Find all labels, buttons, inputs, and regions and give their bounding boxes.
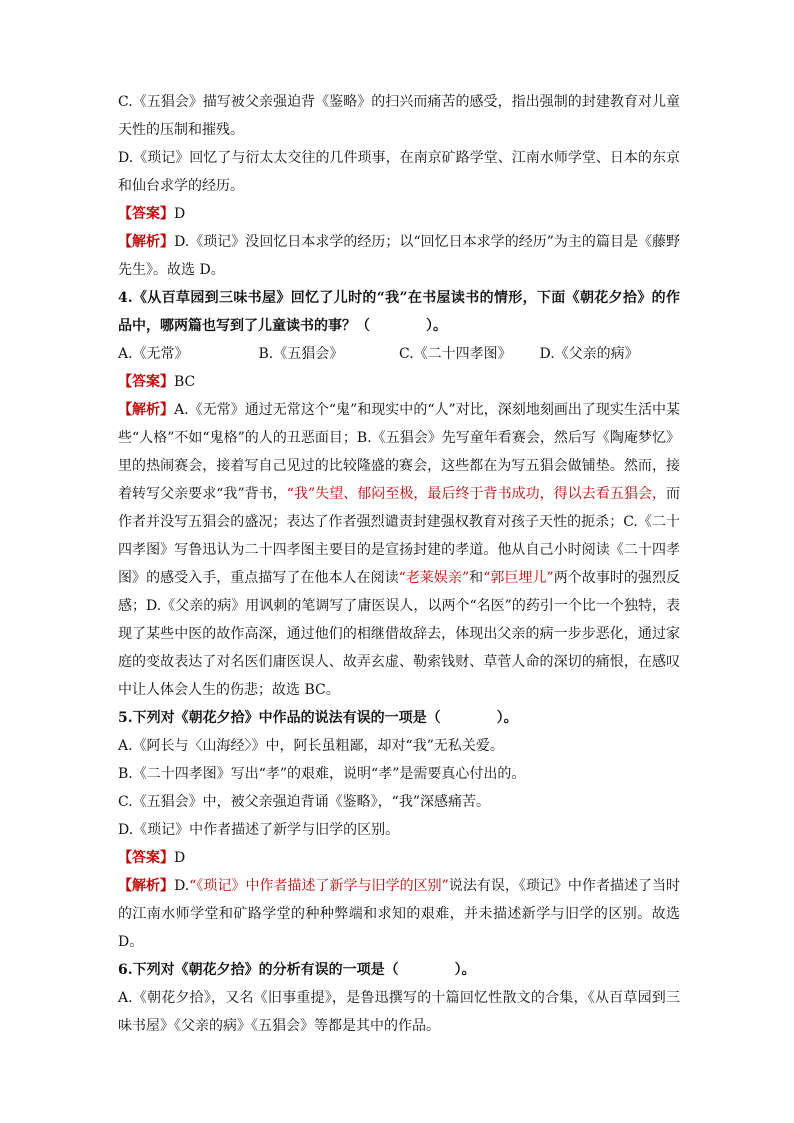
q5-option-b: B.《二十四孝图》写出“孝”的艰难，说明“孝”是需要真心付出的。	[118, 766, 526, 782]
answer-value: D	[174, 206, 186, 222]
q4-stem: 4.《从百草园到三味书屋》回忆了儿时的“我”在书屋读书的情形，下面《朝花夕拾》的作品中，哪两篇也写到了儿童读书的事？（ ）。	[118, 290, 680, 334]
q6-stem: 6.下列对《朝花夕拾》的分析有误的一项是（ ）。	[118, 962, 476, 978]
analysis-text: 而作者并没写五猖会的盛况；表达了作者强烈谴责封建强权教育对孩子天性的扼杀；C.《二十四孝图》写鲁迅认为二十四孝图主要目的是宣扬封建的孝道。他从自己小时阅读《二十四孝图》的感受入手，重点描写了在他本人在阅读	[118, 486, 680, 586]
analysis-label: 【解析】	[118, 234, 175, 250]
q4-option-a: A.《无常》	[118, 346, 189, 362]
analysis-text: 说法有误，《琐记》中作者描述了当时的江南水师学堂和矿路学堂的种种弊端和求知的艰难，并未描述新学与旧学的区别。故选 D。	[118, 878, 681, 950]
q4-option-c: C.《二十四孝图》	[399, 346, 512, 362]
q4-analysis	[118, 396, 680, 704]
q3-analysis	[118, 228, 680, 284]
answer-value: D	[174, 850, 186, 866]
q6-option-a: A.《朝花夕拾》，又名《旧事重提》，是鲁迅撰写的十篇回忆性散文的合集，《从百草园到三味书屋》《父亲的病》《五猖会》等都是其中的作品。	[118, 990, 680, 1034]
q3-answer	[118, 200, 680, 228]
analysis-text: D.	[174, 878, 190, 894]
q3-option-d: D.《琐记》回忆了与衍太太交往的几件琐事，在南京矿路学堂、江南水师学堂、日本的东京和仙台求学的经历。	[118, 150, 680, 194]
analysis-text: 和	[469, 570, 484, 586]
q5-analysis	[118, 872, 680, 956]
q5-option-a: A.《阿长与〈山海经〉》中，阿长虽粗鄙，却对“我”无私关爱。	[118, 738, 504, 754]
q4-options	[118, 340, 680, 368]
q3-option-c: C.《五猖会》描写被父亲强迫背《鉴略》的扫兴而痛苦的感受，指出强制的封建教育对儿童天性的压制和摧残。	[118, 94, 680, 138]
analysis-highlight: “老莱娱亲”	[398, 570, 470, 586]
analysis-highlight: “郭巨埋儿”	[483, 570, 554, 586]
analysis-text: 两个故事时的强烈反感；D.《父亲的病》用讽刺的笔调写了庸医误人，以两个“名医”的药引一个比一个独特，表现了某些中医的故作高深，通过他们的相继借故辞去，体现出父亲的病一步步恶化，通过家庭的变故表达了对名医们庸医误人、故弄玄虚、勒索钱财、草菅人命的深切的痛恨，在感叹中让人体会人生的伤悲；故选 BC。	[118, 570, 680, 698]
analysis-label: 【解析】	[118, 878, 175, 894]
analysis-label: 【解析】	[118, 402, 175, 418]
q5-option-c: C.《五猖会》中，被父亲强迫背诵《鉴略》，“我”深感痛苦。	[118, 794, 490, 810]
q4-option-b: B.《五猖会》	[258, 346, 344, 362]
q5-answer	[118, 844, 680, 872]
answer-label: 【答案】	[118, 374, 174, 390]
q4-answer	[118, 368, 680, 396]
analysis-highlight: “《琐记》中作者描述了新学与旧学的区别”	[189, 878, 449, 894]
analysis-text: D.《琐记》没回忆日本求学的经历；以“回忆日本求学的经历”为主的篇目是《藤野先生》。故选 D。	[118, 234, 681, 278]
q5-stem: 5.下列对《朝花夕拾》中作品的说法有误的一项是（ ）。	[118, 710, 518, 726]
answer-label: 【答案】	[118, 850, 174, 866]
document-content	[118, 88, 680, 1040]
analysis-text: A.《无常》通过无常这个“鬼”和现实中的“人”对比，深刻地刻画出了现实生活中某些“人格”不如“鬼格”的人的丑恶面目；B.《五猖会》先写童年看赛会，然后写《陶庵梦忆》里的热闹赛会，接着写自己见过的比较隆盛的赛会，这些都在为写五猖会做铺垫。然而，接着转写父亲要求“我”背书，	[118, 402, 681, 502]
answer-label: 【答案】	[118, 206, 174, 222]
q4-option-d: D.《父亲的病》	[539, 346, 639, 362]
answer-value: BC	[174, 374, 196, 390]
q5-option-d: D.《琐记》中作者描述了新学与旧学的区别。	[118, 822, 400, 838]
analysis-highlight: “我”失望、郁闷至极，最后终于背书成功，得以去看五猖会，	[286, 486, 666, 502]
